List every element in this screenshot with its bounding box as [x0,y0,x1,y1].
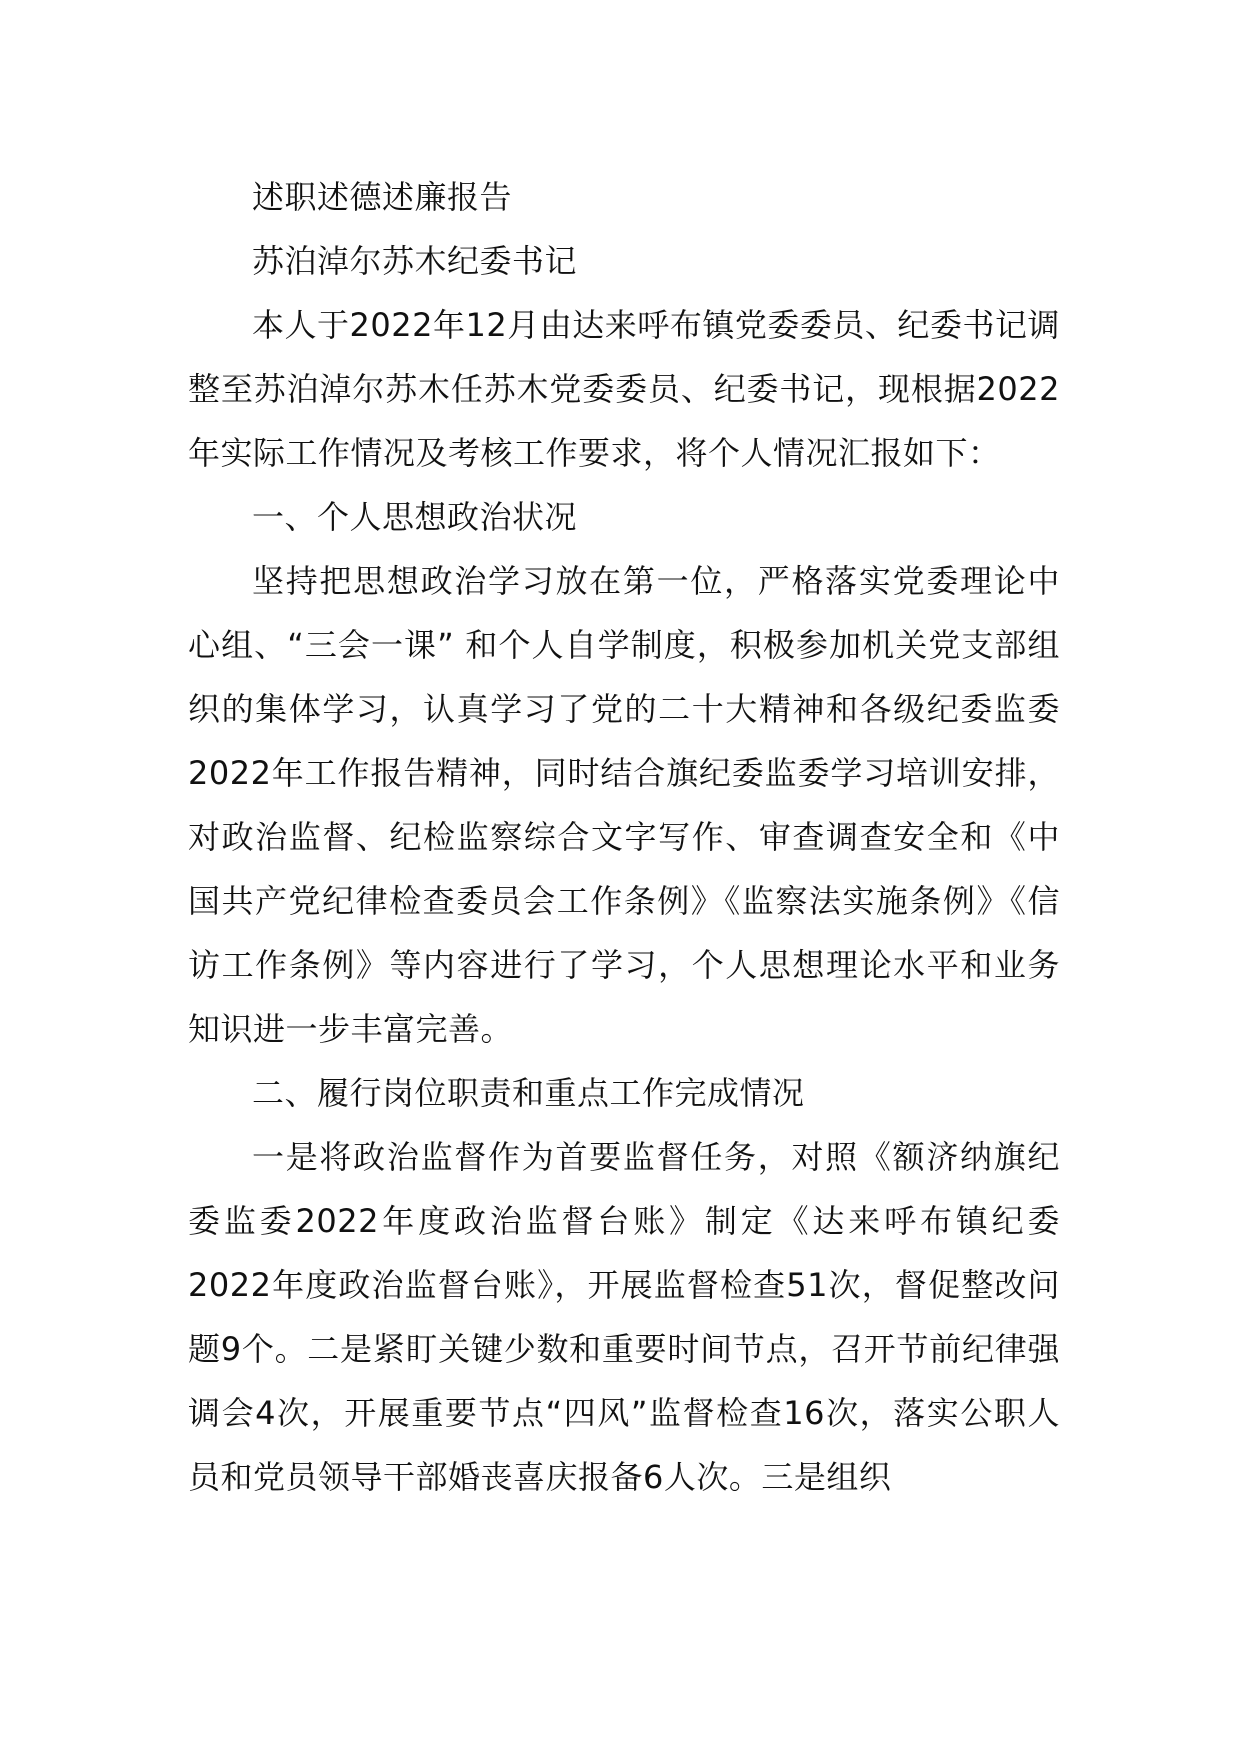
section-2-heading: 二、履行岗位职责和重点工作完成情况 [252,1074,805,1112]
document-body [188,165,1060,1509]
section-2-paragraph: 一是将政治监督作为首要监督任务，对照《额济纳旗纪委监委2022年度政治监督台账》制定《达来呼布镇纪委2022年度政治监督台账》，开展监督检查51次，督促整改问题9个。二是紧盯关键少数和重要时间节点，召开节前纪律强调会4次，开展重要节点“四风”监督检查16次，落实公职人员和党员领导干部婚丧喜庆报备6人次。三是组织 [188,1138,1060,1496]
author-line: 苏泊淖尔苏木纪委书记 [252,242,578,280]
document-title: 述职述德述廉报告 [252,178,513,216]
intro-paragraph: 本人于2022年12月由达来呼布镇党委委员、纪委书记调整至苏泊淖尔苏木任苏木党委委员、纪委书记，现根据2022年实际工作情况及考核工作要求，将个人情况汇报如下： [188,306,1060,472]
section-1-heading: 一、个人思想政治状况 [252,498,578,536]
section-1-paragraph: 坚持把思想政治学习放在第一位，严格落实党委理论中心组、“三会一课” 和个人自学制度，积极参加机关党支部组织的集体学习，认真学习了党的二十大精神和各级纪委监委2022年工作报告精神，同时结合旗纪委监委学习培训安排，对政治监督、纪检监察综合文字写作、审查调查安全和《中国共产党纪律检查委员会工作条例》《监察法实施条例》《信访工作条例》等内容进行了学习，个人思想理论水平和业务知识进一步丰富完善。 [188,562,1060,1048]
